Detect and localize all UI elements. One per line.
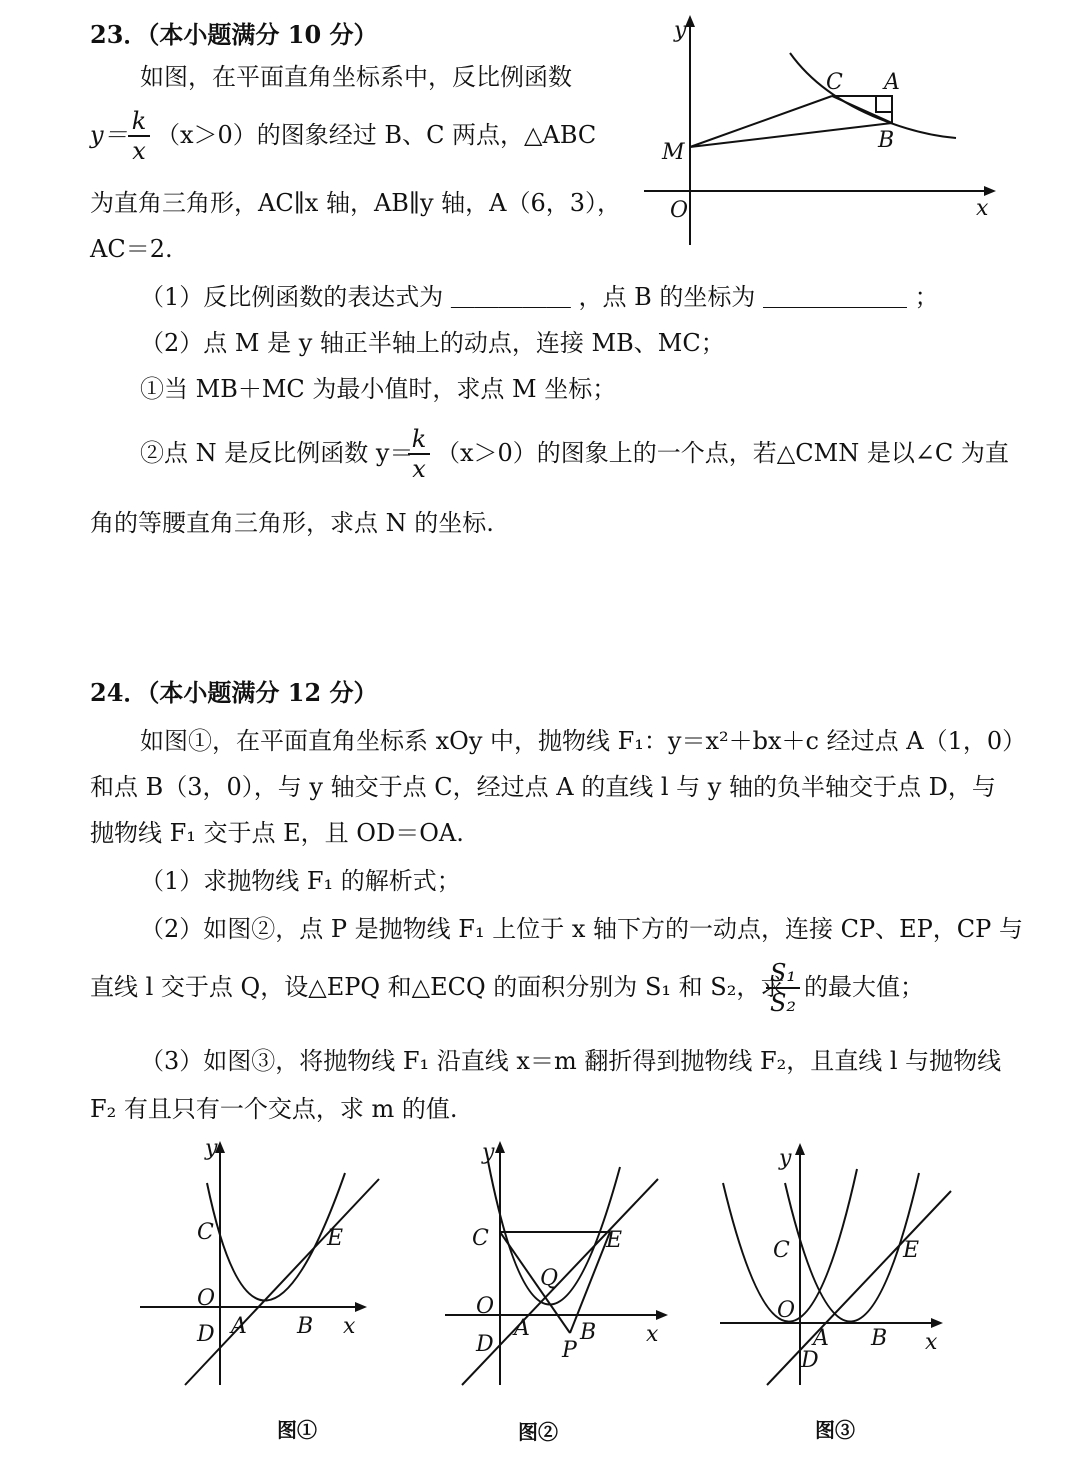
- fig2-label-p: P: [562, 1338, 577, 1363]
- q24-line-1: 如图①，在平面直角坐标系 xOy 中，抛物线 F₁：y＝x²＋bx＋c 经过点 A（1，0）: [140, 727, 1027, 755]
- fig3-y-arrow: [795, 1143, 805, 1155]
- q24-line-3: 抛物线 F₁ 交于点 E，且 OD＝OA.: [90, 819, 464, 847]
- fig3-label-o: O: [777, 1298, 796, 1323]
- q23-segment-bc: [832, 96, 892, 123]
- fig1-label-o: O: [197, 1286, 216, 1311]
- q23-label-x: x: [976, 196, 989, 221]
- fig1-label-e: E: [327, 1226, 344, 1251]
- fig2-label-d: D: [476, 1332, 494, 1357]
- q23-x-arrow: [984, 186, 996, 196]
- fig3-label-d: D: [801, 1348, 819, 1373]
- fig3-label-a: A: [813, 1326, 829, 1351]
- q23-figure: [630, 15, 1010, 255]
- fig2-caption: 图②: [518, 1420, 558, 1444]
- q24-line-2: 和点 B（3，0），与 y 轴交于点 C，经过点 A 的直线 l 与 y 轴的负半轴交于点 D，与: [90, 773, 996, 801]
- q23-part-2: （2）点 M 是 y 轴正半轴上的动点，连接 MB、MC；: [140, 329, 725, 357]
- fig2-label-e: E: [606, 1228, 623, 1253]
- fig3-label-x: x: [925, 1330, 938, 1355]
- q23-label-o: O: [670, 198, 689, 223]
- fig1-label-a: A: [231, 1314, 247, 1339]
- fig2-label-c: C: [472, 1226, 489, 1251]
- fig3-label-b: B: [871, 1326, 888, 1351]
- q24-part-3a: （3）如图③，将抛物线 F₁ 沿直线 x＝m 翻折得到抛物线 F₂，且直线 l 与抛物线: [140, 1047, 1002, 1075]
- fig1-label-b: B: [297, 1314, 314, 1339]
- fig2-label-a: A: [514, 1316, 530, 1341]
- fig1-label-x: x: [343, 1314, 356, 1339]
- q23-y-arrow: [685, 15, 695, 27]
- fig3-label-c: C: [773, 1238, 790, 1263]
- q24-part-1: （1）求抛物线 F₁ 的解析式；: [140, 867, 461, 895]
- q23-fraction-den: x: [132, 137, 146, 165]
- fig3-label-y: y: [779, 1146, 792, 1171]
- fig2-label-b: B: [580, 1320, 597, 1345]
- q23-label-m: M: [662, 140, 685, 165]
- fig1-label-d: D: [197, 1322, 215, 1347]
- q23-segment-mb: [690, 123, 892, 147]
- fig2-label-o: O: [476, 1294, 495, 1319]
- q23-fraction-2: [408, 426, 430, 482]
- q24-fraction: [766, 960, 800, 1016]
- q24-part-2c: 的最大值；: [804, 973, 924, 1001]
- q23-line-3: 为直角三角形，AC∥x 轴，AB∥y 轴，A（6，3），: [90, 189, 622, 217]
- fig1-label-y: y: [205, 1136, 218, 1161]
- q23-fraction-num: k: [131, 107, 147, 135]
- q23-part-2b-a: ②点 N 是反比例函数 y＝: [140, 439, 414, 467]
- q23-part-2a: ①当 MB＋MC 为最小值时，求点 M 坐标；: [140, 375, 617, 403]
- fig2-x-arrow: [656, 1310, 668, 1320]
- q23-part-2b-b: （x＞0）的图象上的一个点，若△CMN 是以∠C 为直: [436, 439, 1009, 467]
- q24-part-2a: （2）如图②，点 P 是抛物线 F₁ 上位于 x 轴下方的一动点，连接 CP、EP，CP 与: [140, 915, 1023, 943]
- q23-label-c: C: [826, 70, 843, 95]
- q23-part-2b-c: 角的等腰直角三角形，求点 N 的坐标.: [90, 509, 494, 537]
- fig3-label-e: E: [903, 1238, 920, 1263]
- q23-part-1: （1）反比例函数的表达式为 ＿＿＿＿＿ ，点 B 的坐标为 ＿＿＿＿＿＿ ；: [140, 283, 939, 311]
- fig1-x-arrow: [355, 1302, 367, 1312]
- fig3-x-arrow: [931, 1318, 943, 1328]
- fig2-y-arrow: [495, 1141, 505, 1153]
- q23-label-b: B: [878, 128, 895, 153]
- figure-3: [715, 1135, 965, 1455]
- q23-header: 23．（本小题满分 10 分）: [90, 20, 378, 49]
- fig3-caption: 图③: [815, 1418, 855, 1442]
- q24-fraction-den: S₂: [769, 989, 797, 1017]
- q23-right-angle: [876, 96, 892, 112]
- fig2-label-q: Q: [540, 1266, 559, 1291]
- fig1-label-c: C: [197, 1220, 214, 1245]
- q23-line-2a: y＝: [90, 121, 128, 149]
- figure-1: [135, 1135, 385, 1455]
- q24-part-3b: F₂ 有且只有一个交点，求 m 的值.: [90, 1095, 458, 1123]
- q23-line-1: 如图，在平面直角坐标系中，反比例函数: [140, 63, 572, 91]
- q23-label-a: A: [884, 70, 900, 95]
- figure-2: [440, 1135, 690, 1455]
- q24-header: 24．（本小题满分 12 分）: [90, 678, 378, 707]
- q23-fraction-2-num: k: [411, 425, 427, 453]
- q23-line-4: AC＝2.: [90, 235, 173, 263]
- fig2-label-x: x: [646, 1322, 659, 1347]
- q23-fraction: [128, 108, 150, 164]
- q23-line-2b: （x＞0）的图象经过 B、C 两点，△ABC: [156, 121, 597, 149]
- q24-fraction-num: S₁: [769, 959, 797, 987]
- q23-fraction-2-den: x: [412, 455, 426, 483]
- q24-part-2b: 直线 l 交于点 Q，设△EPQ 和△ECQ 的面积分别为 S₁ 和 S₂，求: [90, 973, 785, 1001]
- q23-label-y: y: [674, 18, 687, 43]
- fig1-caption: 图①: [277, 1418, 317, 1442]
- fig2-label-y: y: [482, 1140, 495, 1165]
